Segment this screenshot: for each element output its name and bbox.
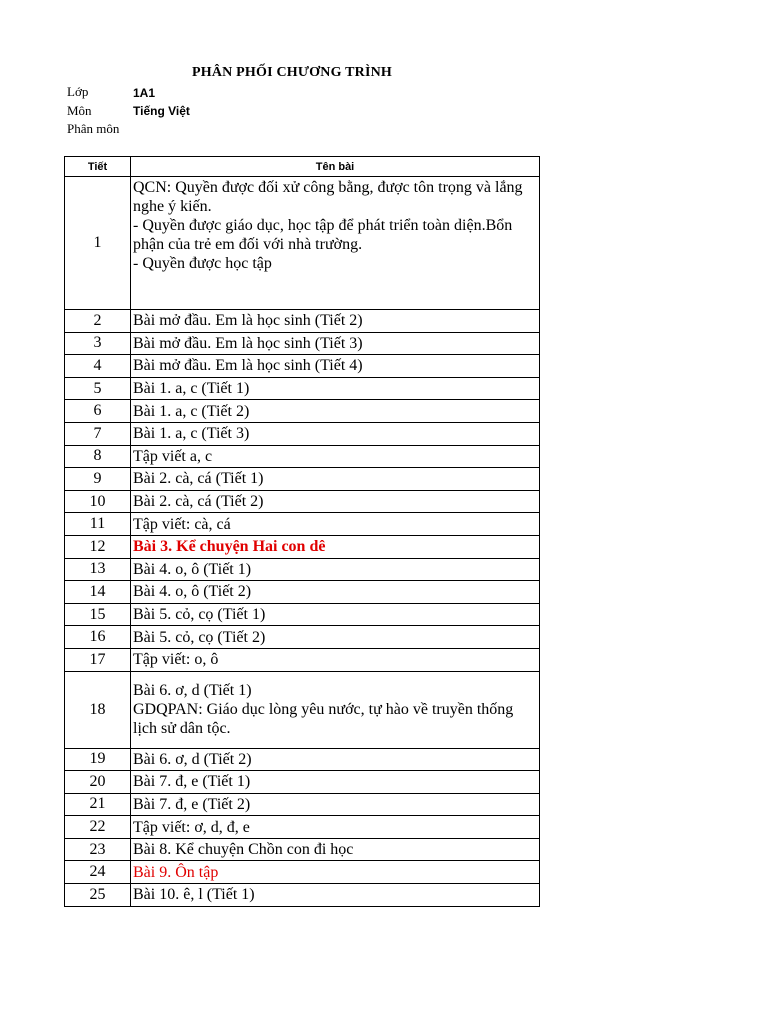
table-row — [65, 177, 540, 310]
table-row — [65, 535, 540, 558]
cell-tiet: 4 — [65, 355, 131, 378]
cell-ten-bai — [131, 648, 540, 671]
table-row — [65, 581, 540, 604]
cell-ten-bai — [131, 332, 540, 355]
cell-tiet: 8 — [65, 445, 131, 468]
cell-tiet: 7 — [65, 422, 131, 445]
lesson-line: Bài 3. Kể chuyện Hai con dê — [133, 538, 326, 556]
page-title: PHÂN PHỐI CHƯƠNG TRÌNH — [192, 65, 393, 80]
cell-tiet: 9 — [65, 468, 131, 491]
cell-tiet: 16 — [65, 626, 131, 649]
lesson-line: Bài 2. cà, cá (Tiết 1) — [133, 470, 264, 488]
cell-ten-bai — [131, 377, 540, 400]
cell-tiet: 20 — [65, 771, 131, 794]
lesson-line: Bài 9. Ôn tập — [133, 863, 219, 881]
cell-tiet: 15 — [65, 603, 131, 626]
table-row — [65, 513, 540, 536]
lesson-line: Tập viết: cà, cá — [133, 515, 231, 533]
lesson-line: Bài 1. a, c (Tiết 3) — [133, 425, 250, 443]
lesson-line: - Quyền được giáo dục, học tập để phát triển toàn diện.Bổn phận của trẻ em đối với nhà trường. — [133, 217, 513, 253]
table-row — [65, 332, 540, 355]
table-row — [65, 468, 540, 491]
cell-ten-bai — [131, 816, 540, 839]
cell-ten-bai — [131, 355, 540, 378]
cell-ten-bai — [131, 838, 540, 861]
table-row — [65, 626, 540, 649]
cell-ten-bai — [131, 558, 540, 581]
cell-ten-bai — [131, 513, 540, 536]
lesson-line: - Quyền được học tập — [133, 255, 272, 272]
table-row — [65, 558, 540, 581]
lesson-line: Bài 8. Kể chuyện Chồn con đi học — [133, 841, 354, 859]
cell-ten-bai — [131, 422, 540, 445]
table-row — [65, 490, 540, 513]
cell-ten-bai — [131, 884, 540, 907]
cell-tiet: 18 — [65, 671, 131, 748]
cell-tiet: 5 — [65, 377, 131, 400]
cell-ten-bai — [131, 626, 540, 649]
cell-ten-bai — [131, 490, 540, 513]
table-row — [65, 884, 540, 907]
table-row — [65, 793, 540, 816]
cell-tiet: 6 — [65, 400, 131, 423]
table-row — [65, 445, 540, 468]
table-row — [65, 603, 540, 626]
lesson-line: Bài 2. cà, cá (Tiết 2) — [133, 493, 264, 511]
cell-tiet: 19 — [65, 748, 131, 771]
header-ten-bai: Tên bài — [131, 157, 540, 177]
cell-ten-bai — [131, 468, 540, 491]
cell-tiet: 21 — [65, 793, 131, 816]
lesson-line: Bài mở đầu. Em là học sinh (Tiết 2) — [133, 312, 363, 330]
cell-tiet: 11 — [65, 513, 131, 536]
lesson-line: Bài 1. a, c (Tiết 1) — [133, 380, 250, 398]
table-row — [65, 671, 540, 748]
cell-ten-bai — [131, 793, 540, 816]
table-row — [65, 771, 540, 794]
mon-value: Tiếng Việt — [133, 104, 190, 118]
lesson-line: Bài mở đầu. Em là học sinh (Tiết 4) — [133, 357, 363, 375]
table-row — [65, 861, 540, 884]
lesson-line: Tập viết: o, ô — [133, 651, 219, 669]
cell-tiet: 17 — [65, 648, 131, 671]
lesson-line: Bài 4. o, ô (Tiết 1) — [133, 560, 252, 578]
cell-tiet: 22 — [65, 816, 131, 839]
header-tiet: Tiết — [65, 157, 131, 177]
lesson-line: Bài 6. ơ, d (Tiết 1) — [133, 682, 252, 699]
cell-ten-bai — [131, 771, 540, 794]
cell-tiet: 13 — [65, 558, 131, 581]
table-header-row — [65, 157, 540, 177]
cell-ten-bai — [131, 310, 540, 333]
lesson-line: Bài mở đầu. Em là học sinh (Tiết 3) — [133, 334, 363, 352]
table-row — [65, 377, 540, 400]
cell-tiet: 14 — [65, 581, 131, 604]
cell-tiet: 23 — [65, 838, 131, 861]
table-row — [65, 838, 540, 861]
lesson-line: Bài 7. đ, e (Tiết 1) — [133, 773, 251, 791]
table-row — [65, 648, 540, 671]
cell-ten-bai — [131, 400, 540, 423]
cell-ten-bai — [131, 748, 540, 771]
cell-tiet: 24 — [65, 861, 131, 884]
cell-ten-bai — [131, 861, 540, 884]
lesson-line: Tập viết: ơ, d, đ, e — [133, 818, 250, 836]
lesson-line: Bài 5. cỏ, cọ (Tiết 2) — [133, 628, 266, 646]
cell-tiet: 3 — [65, 332, 131, 355]
cell-ten-bai — [131, 603, 540, 626]
lesson-line: Bài 10. ê, l (Tiết 1) — [133, 886, 255, 904]
cell-ten-bai — [131, 177, 540, 310]
table-row — [65, 310, 540, 333]
table-row — [65, 748, 540, 771]
table-row — [65, 355, 540, 378]
lop-value: 1A1 — [133, 86, 156, 100]
cell-ten-bai — [131, 535, 540, 558]
lesson-line: Tập viết a, c — [133, 447, 213, 465]
phanmon-label: Phân môn — [67, 121, 120, 136]
lesson-line: Bài 7. đ, e (Tiết 2) — [133, 795, 251, 813]
lesson-line: GDQPAN: Giáo dục lòng yêu nước, tự hào về truyền thống lịch sử dân tộc. — [133, 701, 514, 737]
lop-label: Lớp — [67, 84, 89, 99]
lesson-line: Bài 6. ơ, d (Tiết 2) — [133, 750, 252, 768]
cell-tiet: 1 — [65, 177, 131, 310]
cell-tiet: 12 — [65, 535, 131, 558]
table-row — [65, 400, 540, 423]
schedule-table — [64, 156, 540, 907]
cell-ten-bai — [131, 445, 540, 468]
lesson-line: QCN: Quyền được đối xử công bằng, được tôn trọng và lắng nghe ý kiến. — [133, 179, 523, 215]
lesson-line: Bài 5. cỏ, cọ (Tiết 1) — [133, 606, 266, 624]
table-row — [65, 816, 540, 839]
lesson-line: Bài 4. o, ô (Tiết 2) — [133, 583, 252, 601]
table-row — [65, 422, 540, 445]
cell-tiet: 25 — [65, 884, 131, 907]
cell-tiet: 10 — [65, 490, 131, 513]
cell-ten-bai — [131, 581, 540, 604]
cell-ten-bai — [131, 671, 540, 748]
lesson-line: Bài 1. a, c (Tiết 2) — [133, 402, 250, 420]
mon-label: Môn — [67, 103, 92, 118]
cell-tiet: 2 — [65, 310, 131, 333]
